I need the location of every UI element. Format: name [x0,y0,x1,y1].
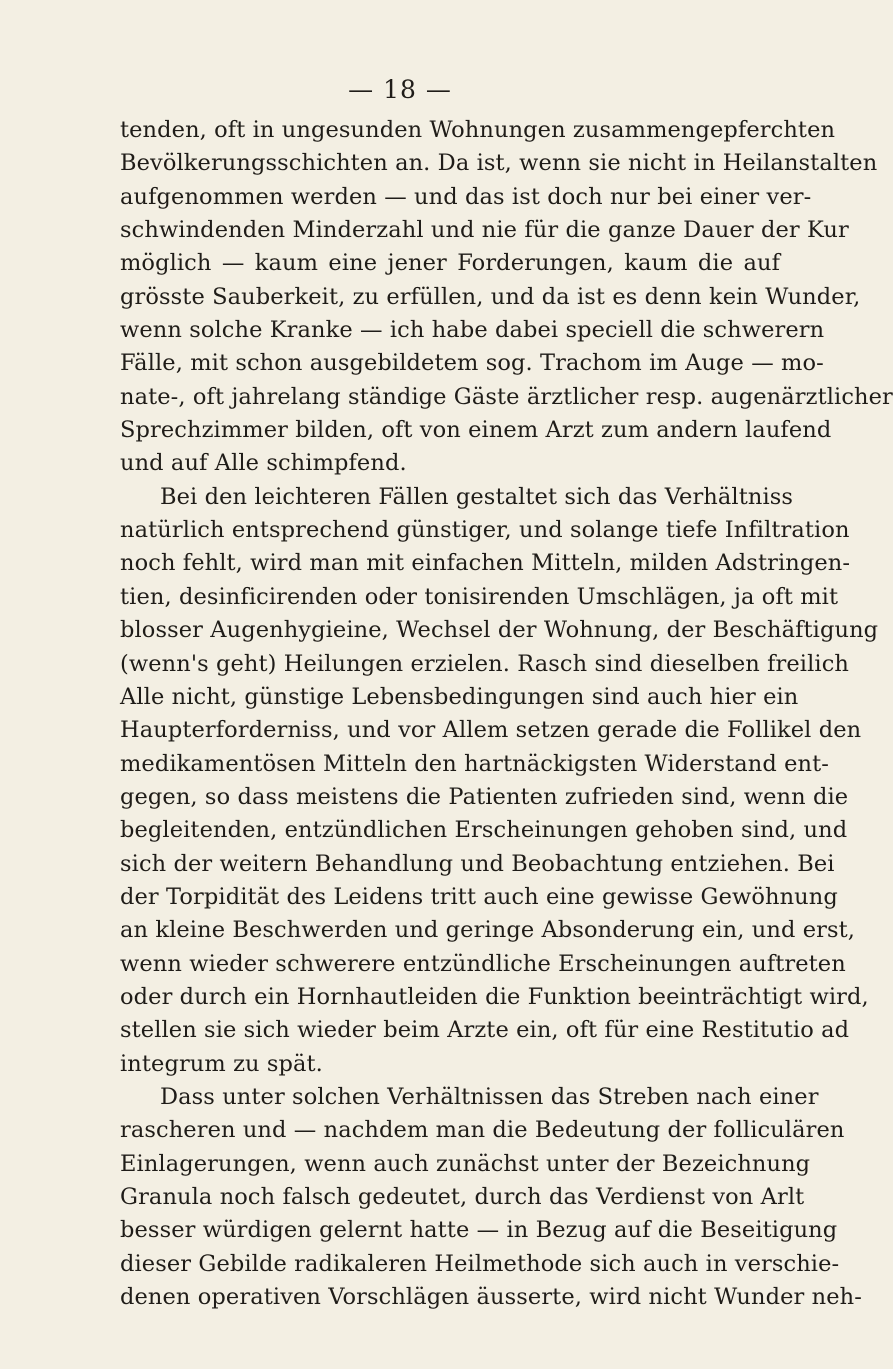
text-line: Fälle, mit schon ausgebildetem sog. Trachom im Auge — mo- [120,350,824,377]
text-line: Granula noch falsch gedeutet, durch das Verdienst von Arlt [120,1184,805,1210]
text-line: Sprechzimmer bilden, oft von einem Arzt zum andern laufend [120,417,832,444]
text-line: begleitenden, entzündlichen Erscheinungen gehoben sind, und [120,817,848,844]
text-line: Haupterforderniss, und vor Allem setzen gerade die Follikel den [120,717,862,744]
text-line: dieser Gebilde radikaleren Heilmethode sich auch in verschie- [120,1250,840,1277]
text-line: besser würdigen gelernt hatte — in Bezug auf die Beseitigung [120,1217,838,1244]
text-line: wenn wieder schwerere entzündliche Erscheinungen auftreten [120,950,846,977]
text-line: Einlagerungen, wenn auch zunächst unter der Bezeichnung [120,1150,811,1177]
text-line: denen operativen Vorschlägen äusserte, wird nicht Wunder neh- [120,1284,862,1311]
text-line: natürlich entsprechend günstiger, und solange tiefe Infiltration [120,517,850,544]
body-text [120,114,893,1314]
text-line: wenn solche Kranke — ich habe dabei speciell die schwerern [120,317,825,344]
text-line: medikamentösen Mitteln den hartnäckigsten Widerstand ent- [120,750,829,777]
text-line: aufgenommen werden — und das ist doch nur bei einer ver- [120,183,812,210]
text-line: Bevölkerungsschichten an. Da ist, wenn sie nicht in Heilanstalten [120,150,878,177]
text-line: gegen, so dass meistens die Patienten zufrieden sind, wenn die [120,783,849,810]
text-line: oder durch ein Hornhautleiden die Funktion beeinträchtigt wird, [120,983,869,1010]
text-line: der Torpidität des Leidens tritt auch eine gewisse Gewöhnung [120,883,838,910]
paragraph-start-line: Bei den leichteren Fällen gestaltet sich das Verhältniss [160,483,794,510]
paragraph-end-line: integrum zu spät. [120,1050,323,1077]
text-line: stellen sie sich wieder beim Arzte ein, oft für eine Restitutio ad [120,1017,850,1044]
text-line: nate-, oft jahrelang ständige Gäste ärztlicher resp. augenärztlicher [120,383,893,410]
text-line: Alle nicht, günstige Lebensbedingungen sind auch hier ein [120,683,799,710]
text-line: noch fehlt, wird man mit einfachen Mitteln, milden Adstringen- [120,550,851,577]
text-line: (wenn's geht) Heilungen erzielen. Rasch sind dieselben freilich [120,650,849,677]
text-line: tenden, oft in ungesunden Wohnungen zusammengepferchten [120,117,836,143]
text-line: grösste Sauberkeit, zu erfüllen, und da ist es denn kein Wunder, [120,283,861,310]
text-line: schwindenden Minderzahl und nie für die ganze Dauer der Kur [120,217,849,244]
text-line: sich der weitern Behandlung und Beobachtung entziehen. Bei [120,850,835,877]
page-number: — 18 — [348,75,452,104]
paragraph-end-line: und auf Alle schimpfend. [120,450,407,477]
text-line: an kleine Beschwerden und geringe Absonderung ein, und erst, [120,917,856,944]
text-line: rascheren und — nachdem man die Bedeutung der folliculären [120,1117,845,1144]
text-line: möglich — kaum eine jener Forderungen, kaum die auf [120,250,780,277]
text-line: tien, desinficirenden oder tonisirenden Umschlägen, ja oft mit [120,583,839,610]
text-line: blosser Augenhygieine, Wechsel der Wohnung, der Beschäftigung [120,617,879,644]
paragraph-start-line: Dass unter solchen Verhältnissen das Streben nach einer [160,1083,819,1110]
